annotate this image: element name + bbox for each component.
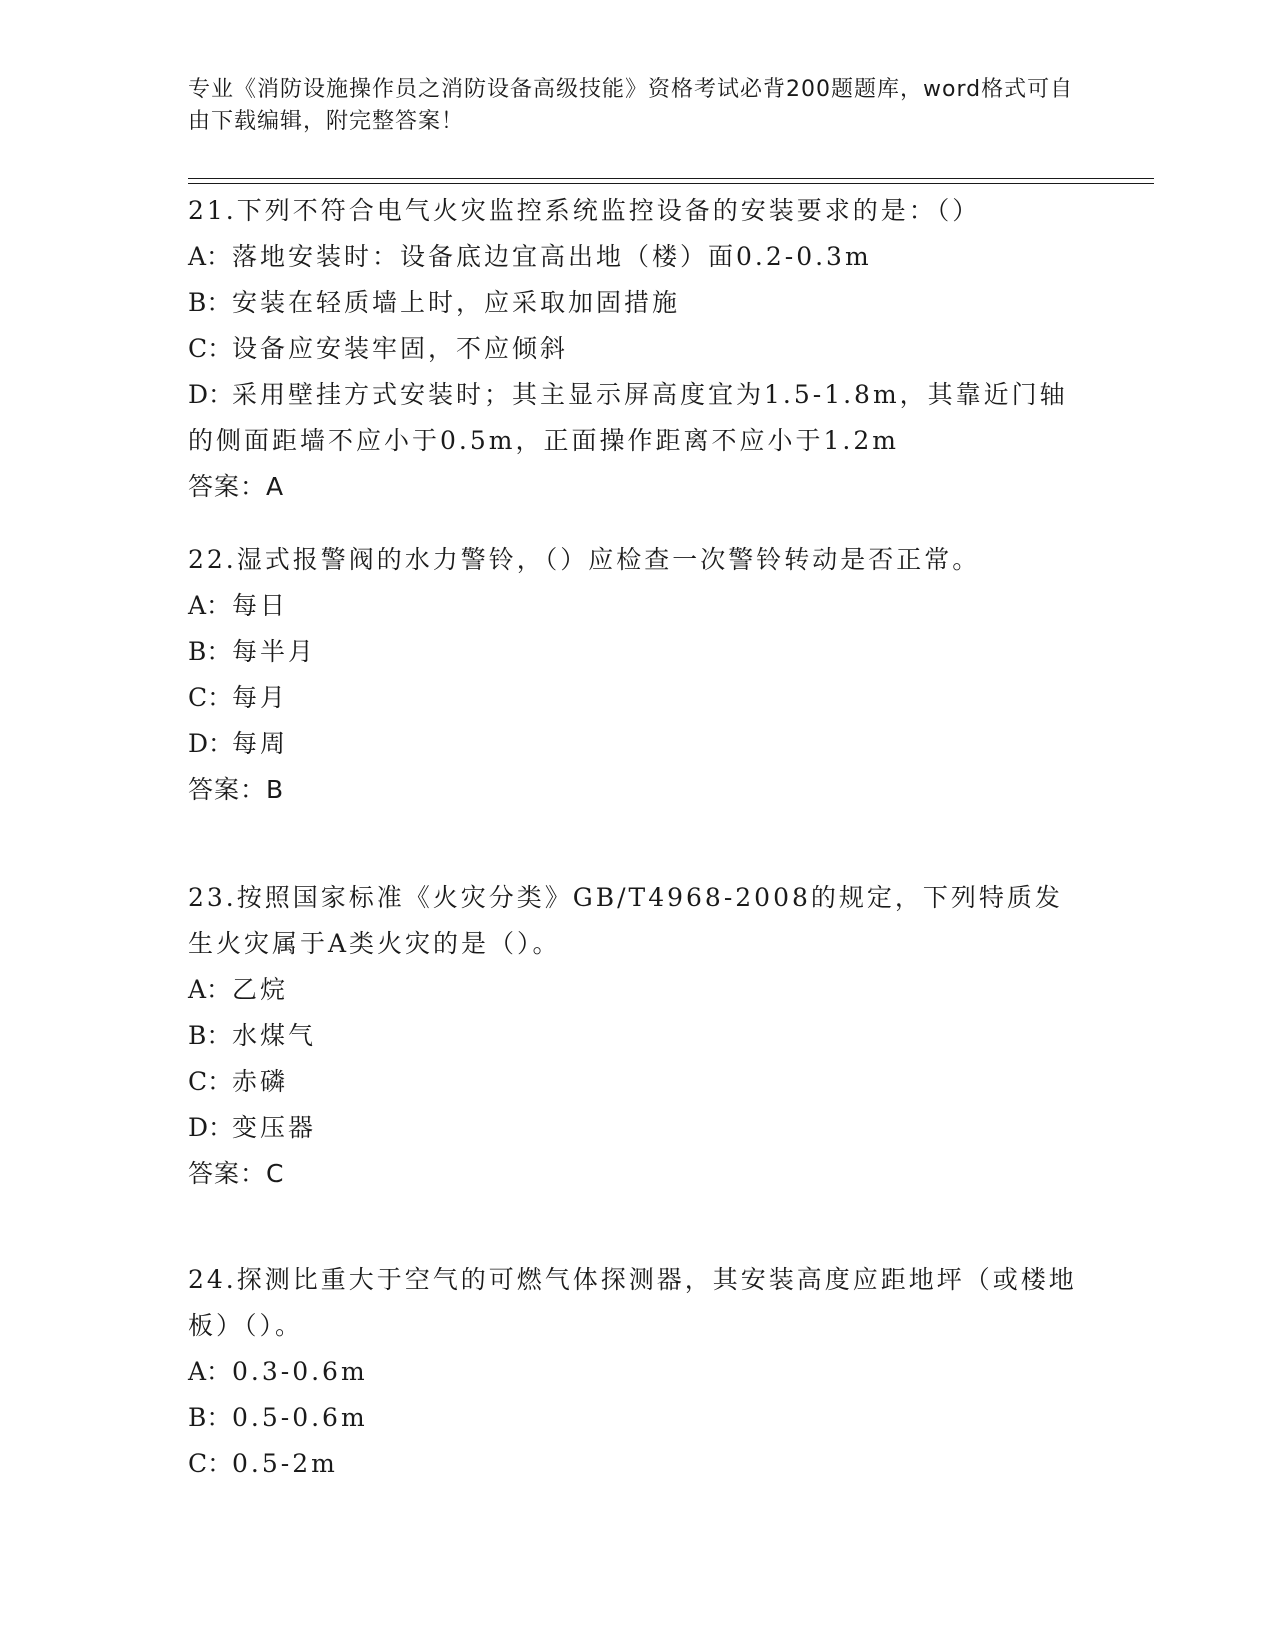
- option-text: 每日: [232, 591, 289, 620]
- option-letter: D：: [188, 380, 234, 409]
- option-a: [188, 1349, 1088, 1395]
- option-text: 变压器: [232, 1113, 317, 1142]
- option-letter: A：: [188, 591, 232, 620]
- option-text: 赤磷: [232, 1067, 289, 1096]
- option-letter: D：: [188, 1113, 234, 1142]
- option-b: [188, 280, 1088, 326]
- header-rule-bottom: [188, 183, 1154, 184]
- option-text: 0.5-2m: [232, 1449, 338, 1478]
- answer: 答案：A: [188, 472, 285, 501]
- option-b: [188, 629, 1088, 675]
- option-letter: C：: [188, 334, 233, 363]
- option-letter: D：: [188, 729, 234, 758]
- option-letter: A：: [188, 242, 232, 271]
- option-letter: A：: [188, 1357, 232, 1386]
- option-text: 落地安装时：设备底边宜高出地（楼）面0.2-0.3m: [232, 242, 872, 271]
- question-stem: 21.下列不符合电气火灾监控系统监控设备的安装要求的是：（）: [188, 196, 981, 225]
- option-text: 安装在轻质墙上时，应采取加固措施: [232, 288, 681, 317]
- option-letter: C：: [188, 1449, 233, 1478]
- option-text: 0.3-0.6m: [232, 1357, 368, 1386]
- header-rule-top: [188, 178, 1154, 179]
- option-text: 0.5-0.6m: [232, 1403, 368, 1432]
- option-text: 乙烷: [232, 975, 289, 1004]
- question-stem: 23.按照国家标准《火灾分类》GB/T4968-2008的规定，下列特质发生火灾属于A类火灾的是（）。: [188, 883, 1063, 958]
- option-b: [188, 1013, 1088, 1059]
- option-d: [188, 721, 1088, 767]
- option-text: 水煤气: [232, 1021, 317, 1050]
- document-header: 专业《消防设施操作员之消防设备高级技能》资格考试必背200题题库，word格式可自由下载编辑，附完整答案！: [188, 77, 1074, 134]
- question-stem: 22.湿式报警阀的水力警铃，（）应检查一次警铃转动是否正常。: [188, 545, 981, 574]
- option-text: 采用壁挂方式安装时；其主显示屏高度宜为1.5-1.8m，其靠近门轴的侧面距墙不应小于0.5m，正面操作距离不应小于1.2m: [188, 380, 1068, 455]
- option-c: [188, 675, 1088, 721]
- option-a: [188, 583, 1088, 629]
- option-c: [188, 1059, 1088, 1105]
- question-24: [188, 1257, 1088, 1487]
- answer: 答案：C: [188, 1159, 285, 1188]
- question-23: [188, 875, 1088, 1197]
- option-letter: A：: [188, 975, 232, 1004]
- option-text: 每周: [232, 729, 289, 758]
- question-21: [188, 188, 1088, 510]
- question-stem: 24.探测比重大于空气的可燃气体探测器，其安装高度应距地坪（或楼地板）（）。: [188, 1265, 1077, 1340]
- option-letter: C：: [188, 683, 233, 712]
- option-letter: C：: [188, 1067, 233, 1096]
- option-letter: B：: [188, 288, 232, 317]
- option-text: 设备应安装牢固，不应倾斜: [232, 334, 569, 363]
- option-text: 每月: [232, 683, 289, 712]
- option-text: 每半月: [232, 637, 317, 666]
- question-22: [188, 537, 1088, 813]
- option-letter: B：: [188, 1021, 232, 1050]
- option-c: [188, 1441, 1088, 1487]
- option-a: [188, 234, 1088, 280]
- option-b: [188, 1395, 1088, 1441]
- answer: 答案：B: [188, 775, 285, 804]
- option-letter: B：: [188, 637, 232, 666]
- option-d: [188, 372, 1088, 464]
- option-a: [188, 967, 1088, 1013]
- option-c: [188, 326, 1088, 372]
- option-d: [188, 1105, 1088, 1151]
- option-letter: B：: [188, 1403, 232, 1432]
